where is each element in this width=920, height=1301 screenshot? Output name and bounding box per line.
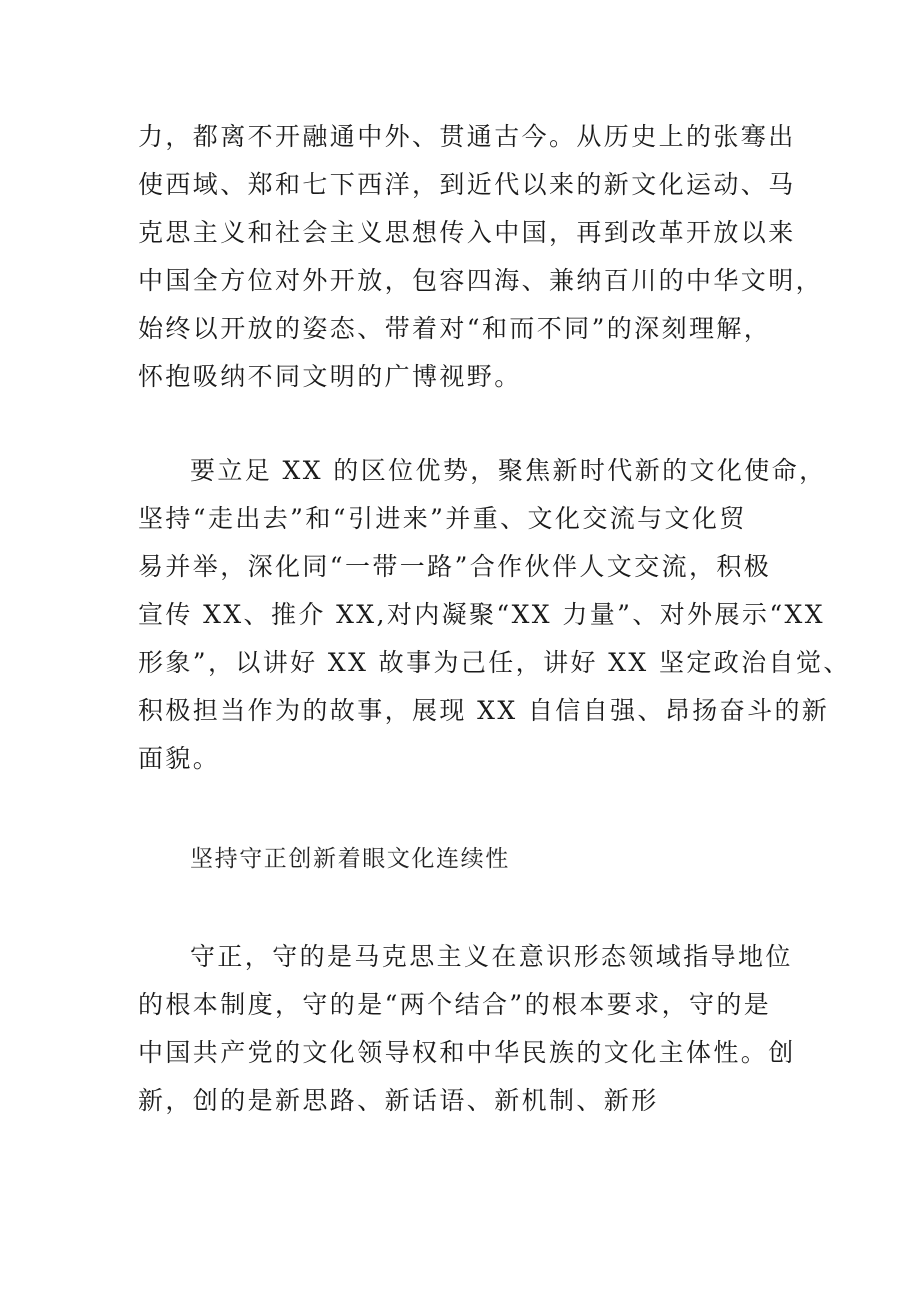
paragraph-2-line-3: 易并举，深化同“一带一路”合作伙伴人文交流，积极 [138, 552, 772, 581]
paragraph-3-line-3: 中国共产党的文化领导权和中华民族的文化主体性。创 [138, 1038, 796, 1067]
paragraph-1-line-2: 使西域、郑和七下西洋，到近代以来的新文化运动、马 [138, 170, 796, 199]
paragraph-1-line-6: 怀抱吸纳不同文明的广博视野。 [138, 362, 522, 391]
paragraph-2-line-2: 坚持“走出去”和“引进来”并重、文化交流与文化贸 [138, 504, 747, 533]
paragraph-3-line-2: 的根本制度，守的是“两个结合”的根本要求，守的是 [138, 990, 772, 1019]
paragraph-1-line-4: 中国全方位对外开放，包容四海、兼纳百川的中华文明， [138, 266, 824, 295]
paragraph-1-line-5: 始终以开放的姿态、带着对“和而不同”的深刻理解， [138, 314, 772, 343]
paragraph-1-line-1: 力，都离不开融通中外、贯通古今。从历史上的张骞出 [138, 122, 796, 151]
paragraph-2-line-4: 宣传 XX、推介 XX,对内凝聚“XX 力量”、对外展示“XX [138, 600, 825, 629]
paragraph-2-line-7: 面貌。 [138, 744, 221, 773]
paragraph-3-line-4: 新，创的是新思路、新话语、新机制、新形 [138, 1086, 659, 1115]
paragraph-2-line-6: 积极担当作为的故事，展现 XX 自信自强、昂扬奋斗的新 [138, 696, 830, 725]
paragraph-3-line-1: 守正，守的是马克思主义在意识形态领域指导地位 [190, 942, 793, 971]
section-heading: 坚持守正创新着眼文化连续性 [190, 846, 510, 872]
paragraph-2-line-1: 要立足 XX 的区位优势，聚焦新时代新的文化使命， [190, 456, 827, 485]
paragraph-1-line-3: 克思主义和社会主义思想传入中国，再到改革开放以来 [138, 218, 796, 247]
paragraph-2-line-5: 形象”，以讲好 XX 故事为己任，讲好 XX 坚定政治自觉、 [138, 648, 851, 677]
